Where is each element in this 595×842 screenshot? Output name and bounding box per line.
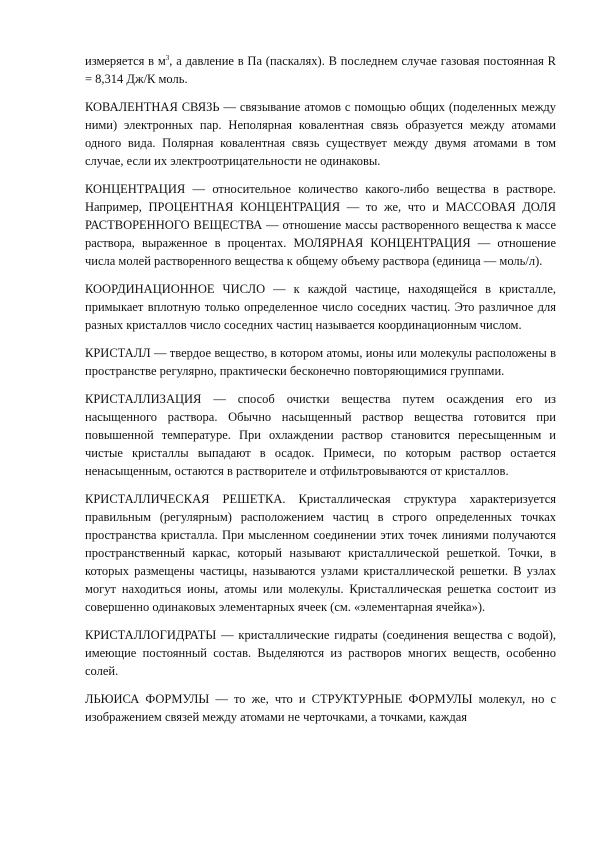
gas-constant-text-1: измеряется в м [85, 54, 166, 68]
crystal-text: КРИСТАЛЛ — твердое вещество, в котором атомы, ионы или молекулы расположены в пространстве регулярно, практически бесконечно повторяющимися группами. [85, 346, 556, 378]
gas-constant-text-2: , а давление в Па (паскалях). В последнем случае газовая постоянная R = 8,314 Дж/К моль. [85, 54, 557, 86]
paragraph-crystal [85, 344, 556, 380]
paragraph-crystal-lattice [85, 490, 556, 616]
superscript-cubic: 3 [165, 53, 170, 62]
covalent-bond-text: КОВАЛЕНТНАЯ СВЯЗЬ — связывание атомов с помощью общих (поделенных между ними) электронных пар. Неполярная ковалентная связь образуется между атомами одного вида. Полярная ковалентная связь существует между двумя атомами в том случае, если их электроотрицательности не одинаковы. [85, 100, 556, 168]
paragraph-gas-constant [85, 52, 556, 88]
lewis-formulas-text: ЛЬЮИСА ФОРМУЛЫ — то же, что и СТРУКТУРНЫЕ ФОРМУЛЫ молекул, но с изображением связей между атомами не черточками, а точками, каждая [85, 692, 556, 724]
paragraph-coordination-number [85, 280, 556, 334]
crystal-lattice-text: КРИСТАЛЛИЧЕСКАЯ РЕШЕТКА. Кристаллическая структура характеризуется правильным (регулярным) расположением частиц в строго определенных точках пространства кристалла. При мысленном соединении этих точек линиями получаются пространственный каркас, который называют кристаллической решеткой. Точки, в которых размещены частицы, называются узлами кристаллической решетки. В узлах могут находиться ионы, атомы или молекулы. Кристаллическая решетка состоит из совершенно одинаковых элементарных ячеек (см. «элементарная ячейка»). [85, 492, 556, 614]
paragraph-covalent-bond [85, 98, 556, 170]
document-page [85, 52, 556, 736]
crystallization-text: КРИСТАЛЛИЗАЦИЯ — способ очистки вещества путем осаждения его из насыщенного раствора. Обычно насыщенный раствор вещества готовится при повышенной температуре. При охлаждении раствор становится пересыщенным и чистые кристаллы выпадают в осадок. Примеси, по которым раствор остается ненасыщенным, остаются в растворителе и отфильтровываются от кристаллов. [85, 392, 556, 478]
concentration-text: КОНЦЕНТРАЦИЯ — относительное количество какого-либо вещества в растворе. Например, ПРОЦЕНТНАЯ КОНЦЕНТРАЦИЯ — то же, что и МАССОВАЯ ДОЛЯ РАСТВОРЕННОГО ВЕЩЕСТВА — отношение массы растворенного вещества к массе раствора, выраженное в процентах. МОЛЯРНАЯ КОНЦЕНТРАЦИЯ — отношение числа молей растворенного вещества к общему объему раствора (единица — моль/л). [85, 182, 556, 268]
paragraph-lewis-formulas [85, 690, 556, 726]
paragraph-crystallization [85, 390, 556, 480]
paragraph-crystal-hydrates [85, 626, 556, 680]
coordination-number-text: КООРДИНАЦИОННОЕ ЧИСЛО — к каждой частице, находящейся в кристалле, примыкает вплотную только определенное число соседних частиц. Это различное для разных кристаллов число соседних частиц называется координационным числом. [85, 282, 556, 332]
crystal-hydrates-text: КРИСТАЛЛОГИДРАТЫ — кристаллические гидраты (соединения вещества с водой), имеющие постоянный состав. Выделяются из растворов многих веществ, особенно солей. [85, 628, 556, 678]
paragraph-concentration [85, 180, 556, 270]
